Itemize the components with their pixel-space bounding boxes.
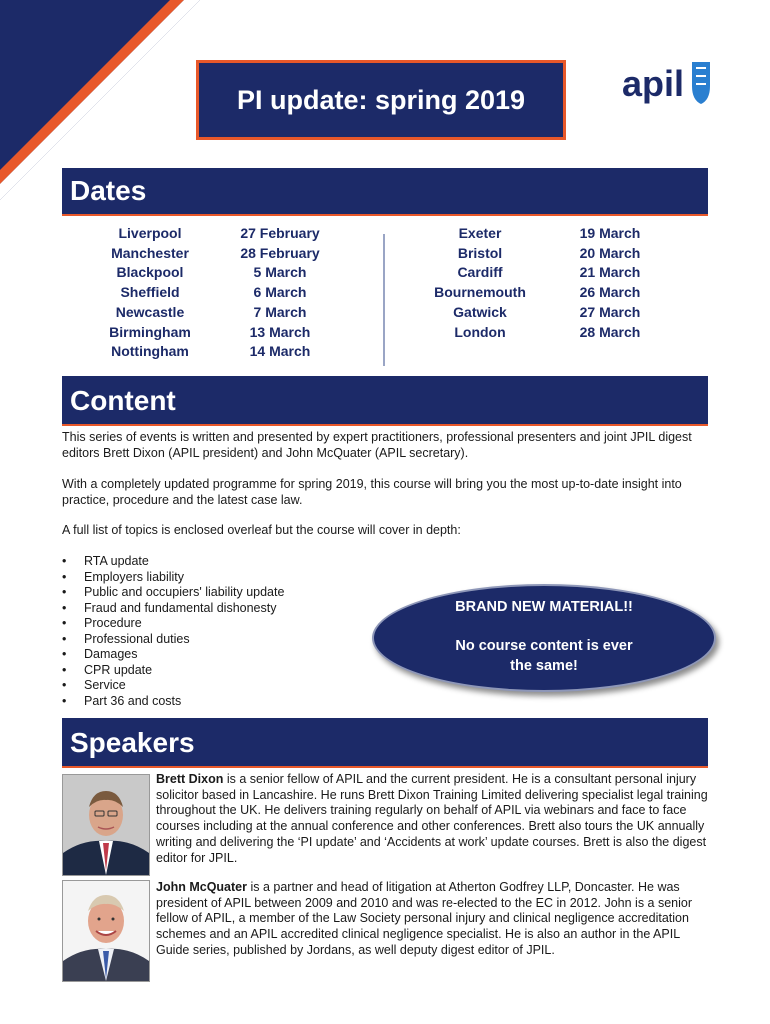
date: 21 March (579, 264, 641, 281)
list-item: • CPR update (62, 662, 153, 677)
speaker-name: John McQuater (156, 880, 247, 894)
content-paragraph-3: A full list of topics is enclosed overleaf but the course will cover in depth: (62, 523, 461, 537)
john-mcquater-bio (156, 880, 716, 959)
date: 26 March (579, 284, 641, 301)
city: Sheffield (120, 284, 180, 301)
dates-divider (383, 234, 385, 366)
left-cities-column (100, 224, 200, 362)
date: 20 March (579, 244, 641, 261)
city: Bristol (457, 244, 503, 261)
date: 14 March (249, 343, 311, 360)
logo-text: apil (622, 63, 685, 104)
brand-new-material-callout (372, 584, 716, 692)
city: Bournemouth (434, 284, 526, 301)
date: 6 March (253, 284, 307, 301)
city: Gatwick (453, 303, 507, 320)
dates-heading: Dates (62, 168, 708, 216)
callout-line-2: No course content is ever (455, 638, 633, 654)
date: 13 March (249, 323, 311, 340)
date: 27 February (240, 225, 320, 241)
content-paragraph-1: This series of events is written and presented by expert practitioners, professional presenters and joint JPIL digest editors Brett Dixon (APIL president) and John McQuater (APIL secretary). (62, 430, 692, 460)
right-cities-column (424, 224, 536, 342)
date: 7 March (253, 303, 307, 320)
speakers-heading: Speakers (62, 718, 708, 768)
callout-line-1: BRAND NEW MATERIAL!! (455, 599, 633, 615)
apil-logo (622, 56, 714, 108)
speaker-bio: is a partner and head of litigation at Atherton Godfrey LLP, Doncaster. He was president of APIL between 2009 and 2010 and was re-elected to the EC in 2012. John is a senior fellow of APIL, a member of the Law Society personal injury and clinical negligence accreditation schemes and an APIL accredited clinical negligence specialist. He is also an author in the APIL Guide series, published by Jordans, as well deputy digest editor of JPIL. (156, 880, 693, 957)
city: Birmingham (109, 323, 191, 340)
topics-list (62, 554, 284, 709)
title-banner (196, 60, 566, 140)
speaker-bio: is a senior fellow of APIL and the current president. He is a consultant personal injury solicitor based in Lancashire. He runs Brett Dixon Training Limited delivering specialist legal training throughout the UK. He delivers training regularly on behalf of APIL via webinars and face to face courses including at the annual conference and other conferences. Brett also tours the UK annually writing and delivering the ‘PI update’ and ‘Accidents at work’ update courses. Brett is also the digest editor for JPIL. (156, 772, 708, 865)
brett-dixon-photo (62, 774, 150, 876)
date: 27 March (579, 303, 641, 320)
list-item: • Professional duties (62, 631, 190, 646)
list-item: • RTA update (62, 554, 149, 568)
city: Cardiff (457, 264, 503, 281)
date: 5 March (253, 264, 307, 281)
list-item: • Service (62, 678, 126, 692)
john-mcquater-photo (62, 880, 150, 982)
date: 19 March (579, 225, 641, 241)
content-heading: Content (62, 376, 708, 426)
callout-line-3: the same! (510, 658, 578, 674)
city: Exeter (458, 225, 502, 241)
left-dates-column (228, 224, 332, 362)
list-item: • Fraud and fundamental dishonesty (62, 600, 277, 615)
list-item: • Damages (62, 647, 138, 661)
speaker-name: Brett Dixon (156, 772, 224, 786)
brett-dixon-bio (156, 772, 716, 866)
date: 28 March (579, 323, 641, 340)
city: London (454, 323, 506, 340)
right-dates-column (566, 224, 654, 342)
date: 28 February (240, 244, 320, 261)
list-item: • Procedure (62, 616, 142, 630)
content-paragraph-2: With a completely updated programme for spring 2019, this course will bring you the most up-to-date insight into practice, procedure and the latest case law. (62, 477, 682, 507)
city: Blackpool (116, 264, 184, 281)
list-item: • Public and occupiers' liability update (62, 585, 285, 599)
list-item: • Employers liability (62, 569, 185, 584)
page-title: PI update: spring 2019 (236, 84, 526, 115)
city: Nottingham (111, 343, 189, 360)
city: Liverpool (118, 225, 182, 241)
list-item: • Part 36 and costs (62, 693, 182, 708)
city: Manchester (111, 244, 189, 261)
city: Newcastle (115, 303, 185, 320)
